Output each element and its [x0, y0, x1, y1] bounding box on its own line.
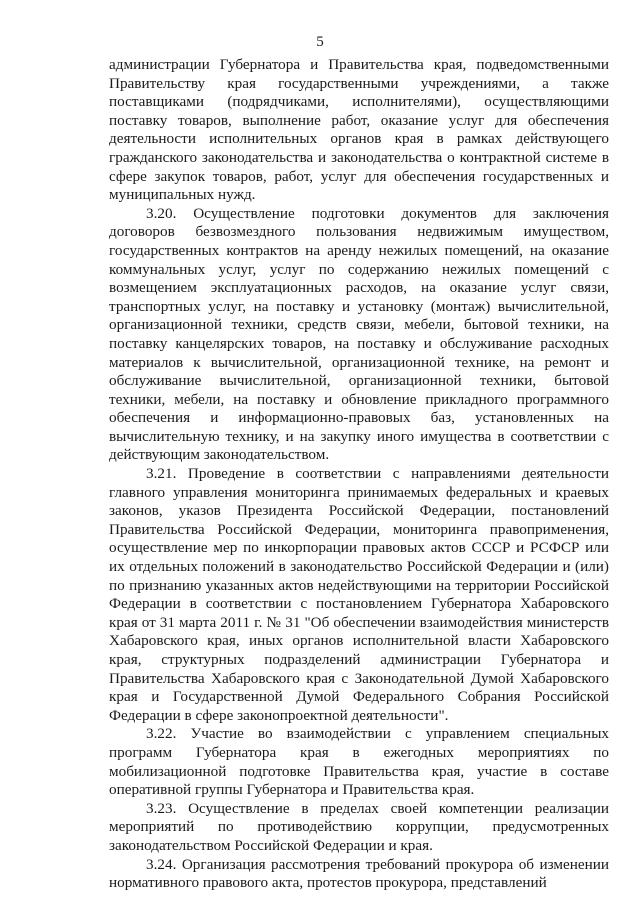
paragraph-3-23: 3.23. Осуществление в пределах своей компетенции реализации мероприятий по противодействию коррупции, предусмотренных законодательством Российской Федерации и края. [109, 799, 609, 854]
paragraph-3-24: 3.24. Организация рассмотрения требований прокурора об изменении нормативного правового акта, протестов прокурора, представлений [109, 855, 609, 892]
paragraph-3-22: 3.22. Участие во взаимодействии с управлением специальных программ Губернатора края в ежегодных мероприятиях по мобилизационной подготовке Правительства края, участие в составе оперативной группы Губернатора и Правительства края. [109, 725, 609, 799]
paragraph-3-21: 3.21. Проведение в соответствии с направлениями деятельности главного управления мониторинга принимаемых федеральных и краевых законов, указов Президента Российской Федерации, постановлений Правительства Российской Федерации, мониторинга правоприменения, осуществление мер по инкорпорации правовых актов СССР и РСФСР или их отдельных положений в законодательство Российской Федерации и (или) по признанию указанных актов недействующими на территории Российской Федерации в соответствии с постановлением Губернатора Хабаровского края от 31 марта 2011 г. № 31 "Об обеспечении взаимодействия министерств Хабаровского края, иных органов исполнительной власти Хабаровского края, структурных подразделений администрации Губернатора и Правительства Хабаровского края с Законодательной Думой Хабаровского края и Государственной Думой Федерального Собрания Российской Федерации в сфере законопроектной деятельности". [109, 465, 609, 724]
paragraph-3-20: 3.20. Осуществление подготовки документов для заключения договоров безвозмездного пользования недвижимым имуществом, государственных контрактов на аренду нежилых помещений, на оказание коммунальных услуг, услуг по содержанию нежилых помещений с возмещением эксплуатационных расходов, на оказание услуг связи, транспортных услуг, на поставку и установку (монтаж) вычислительной, организационной техники, средств связи, мебели, бытовой техники, на поставку канцелярских товаров, на поставку и обслуживание расходных материалов к вычислительной, организационной технике, на ремонт и обслуживание вычислительной, организационной техники, бытовой техники, мебели, на поставку и обновление прикладного программного обеспечения и информационно-правовых баз, установленных на вычислительную технику, и на закупку иного имущества в соответствии с действующим законодательством. [109, 204, 609, 464]
document-body [109, 56, 609, 893]
page-number: 5 [316, 34, 324, 50]
paragraph-continuation: администрации Губернатора и Правительства края, подведомственными Правительству края государственными учреждениями, а также поставщиками (подрядчиками, исполнителями), осуществляющими поставку товаров, выполнение работ, оказание услуг для обеспечения деятельности исполнительных органов края в рамках действующего гражданского законодательства и законодательства о контрактной системе в сфере закупок товаров, работ, услуг для обеспечения государственных и муниципальных нужд. [109, 56, 609, 204]
